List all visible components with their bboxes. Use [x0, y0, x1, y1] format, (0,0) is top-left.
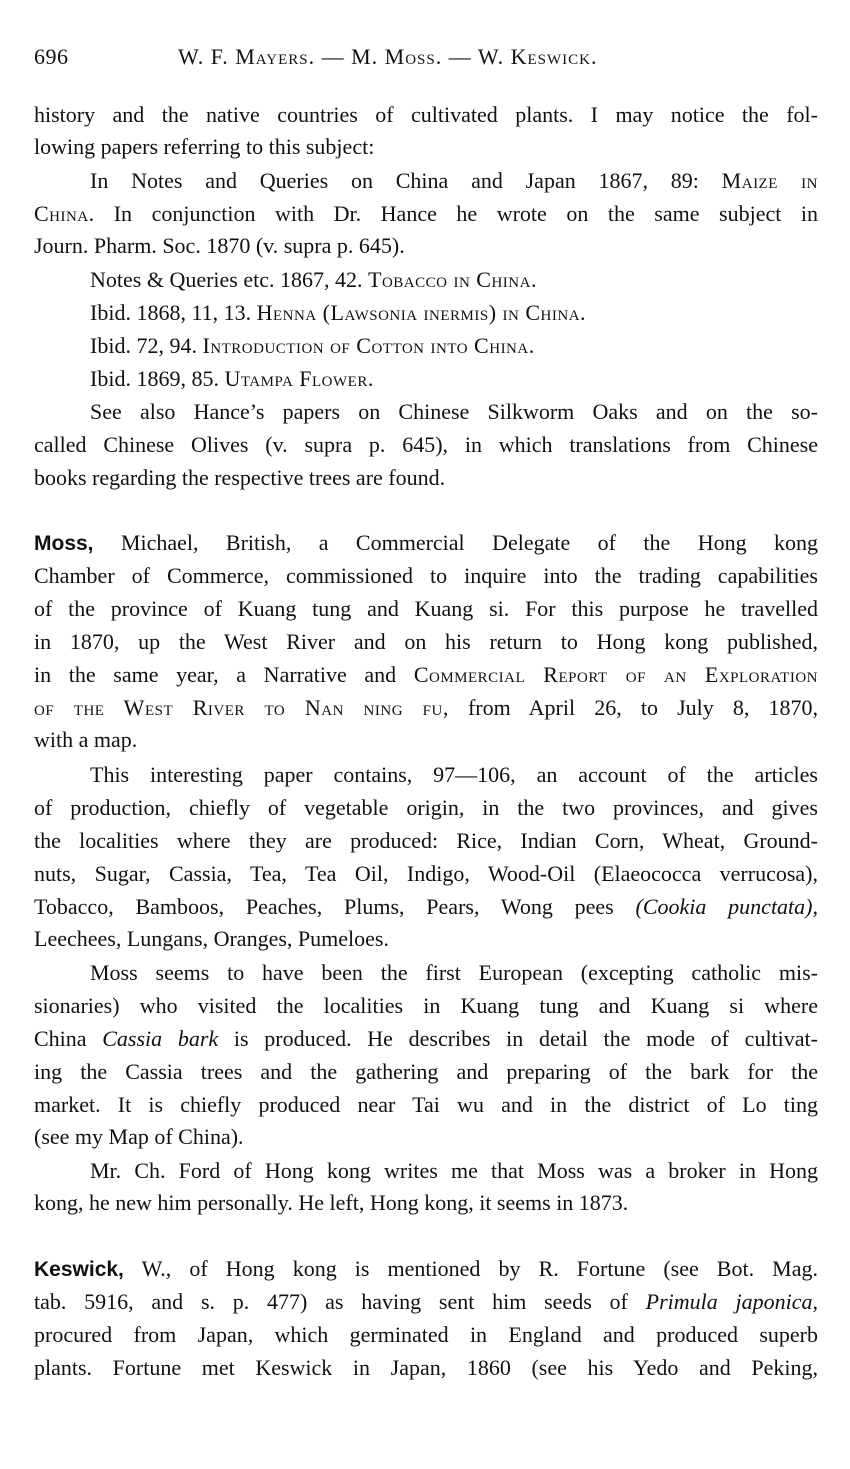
text-line: tab. 5916, and s. p. 477) as having sent him seeds of Primula japonica, — [34, 1289, 818, 1314]
paper-title: Utampa Flower. — [224, 366, 374, 391]
paper-title: Henna (Lawsonia inermis) in China. — [256, 300, 587, 325]
text-line: in 1870, up the West River and on his return to Hong kong published, — [34, 629, 818, 654]
text-line: called Chinese Olives (v. supra p. 645), in which translations from Chinese — [34, 432, 818, 457]
text-line: sionaries) who visited the localities in Kuang tung and Kuang si where — [34, 993, 818, 1018]
text-line: China. In conjunction with Dr. Hance he wrote on the same subject in — [34, 201, 818, 226]
text-line: Chamber of Commerce, commissioned to inquire into the trading capabilities — [34, 563, 818, 588]
text-line: procured from Japan, which germinated in England and produced superb — [34, 1322, 818, 1347]
italic-species: Primula japonica, — [645, 1289, 818, 1314]
text-line: (see my Map of China). — [34, 1124, 244, 1149]
paper-title: China — [34, 201, 89, 226]
text-line: of production, chiefly of vegetable origin, in the two provinces, and gives — [34, 795, 818, 820]
text-line: in the same year, a Narrative and Commercial Report of an Exploration — [34, 662, 818, 687]
text-line: plants. Fortune met Keswick in Japan, 1860 (see his Yedo and Peking, — [34, 1355, 818, 1380]
text-line: the localities where they are produced: Rice, Indian Corn, Wheat, Ground- — [34, 828, 818, 853]
entry-name: Moss, — [34, 532, 94, 555]
text-line: In Notes and Queries on China and Japan 1867, 89: Maize in — [90, 168, 818, 193]
text-line: lowing papers referring to this subject: — [34, 134, 375, 159]
italic-species: (Cookia punctata), — [635, 894, 818, 919]
text-line: Notes & Queries etc. 1867, 42. Tobacco in China. — [90, 267, 537, 292]
text-line: Keswick, W., of Hong kong is mentioned by R. Fortune (see Bot. Mag. — [34, 1256, 818, 1281]
text-line: This interesting paper contains, 97—106, an account of the articles — [90, 762, 818, 787]
text-line: Leechees, Lungans, Oranges, Pumeloes. — [34, 926, 389, 951]
text-line: Ibid. 72, 94. Introduction of Cotton into China. — [90, 333, 535, 358]
text-line: Moss, Michael, British, a Commercial Delegate of the Hong kong — [34, 530, 818, 555]
text-line: ing the Cassia trees and the gathering and preparing of the bark for the — [34, 1059, 818, 1084]
italic-term: Cassia bark — [102, 1026, 219, 1051]
text-line: books regarding the respective trees are found. — [34, 465, 446, 490]
text-line: See also Hance’s papers on Chinese Silkworm Oaks and on the so- — [90, 399, 818, 424]
text-line: history and the native countries of cultivated plants. I may notice the fol- — [34, 102, 818, 127]
text-line: of the West River to Nan ning fu, from April 26, to July 8, 1870, — [34, 695, 819, 720]
text-line: Ibid. 1869, 85. Utampa Flower. — [90, 366, 374, 391]
text-line: with a map. — [34, 727, 138, 752]
text-line: Journ. Pharm. Soc. 1870 (v. supra p. 645). — [34, 233, 405, 258]
paper-title: Tobacco in China. — [368, 267, 537, 292]
entry-name: Keswick, — [34, 1258, 124, 1281]
page-number: 696 — [34, 44, 69, 69]
text-line: kong, he new him personally. He left, Hong kong, it seems in 1873. — [34, 1190, 629, 1215]
text-line: market. It is chiefly produced near Tai wu and in the district of Lo ting — [34, 1092, 818, 1117]
paper-title: Maize in — [721, 168, 818, 193]
text-line: nuts, Sugar, Cassia, Tea, Tea Oil, Indigo, Wood-Oil (Elaeococca verrucosa), — [34, 861, 818, 886]
text-line: Mr. Ch. Ford of Hong kong writes me that Moss was a broker in Hong — [90, 1158, 818, 1183]
paper-title: of the West River to Nan ning fu, — [34, 695, 449, 720]
running-head: W. F. Mayers. — M. Moss. — W. Keswick. — [178, 44, 598, 69]
page-header — [34, 44, 824, 78]
paper-title: Introduction of Cotton into China. — [202, 333, 535, 358]
paper-title: Commercial Report of an Exploration — [413, 662, 818, 687]
text-line: Moss seems to have been the first European (excepting catholic mis- — [90, 960, 818, 985]
text-line: of the province of Kuang tung and Kuang si. For this purpose he travelled — [34, 596, 818, 621]
text-line: China Cassia bark is produced. He describes in detail the mode of cultivat- — [34, 1026, 818, 1051]
text-line: Ibid. 1868, 11, 13. Henna (Lawsonia inermis) in China. — [90, 300, 587, 325]
text-line: Tobacco, Bamboos, Peaches, Plums, Pears, Wong pees (Cookia punctata), — [34, 894, 818, 919]
